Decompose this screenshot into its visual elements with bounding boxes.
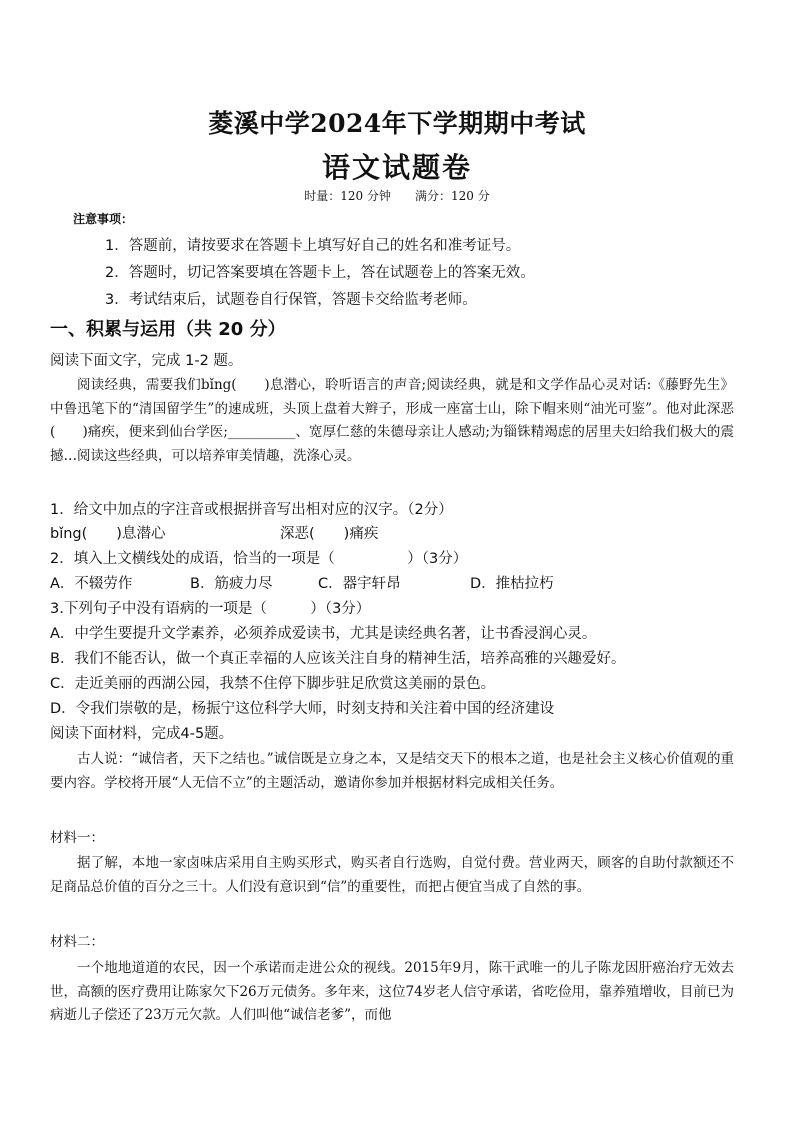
q1-part-a: bǐng( )息潜心 [50,526,166,542]
question-3: 3.下列句子中没有语病的一项是（ ）（3分） [50,601,371,617]
reading-passage [50,374,734,468]
q3-option-a: A．中学生要提升文学素养，必须养成爱读书，尤其是读经典名著，让书香浸润心灵。 [50,626,597,642]
q2-option-c: C．器宇轩昂 [318,576,401,592]
material-intro-text: 古人说：“诚信者，天下之结也。”诚信既是立身之本，又是结交天下的根本之道，也是社会主义核心价值观的重要内容。学校将开展“人无信不立”的主题活动，邀请你参加并根据材料完成相关任务。 [50,751,734,791]
material-2-text: 一个地地道道的农民，因一个承诺而走进公众的视线。2015年9月，陈干武唯一的儿子陈龙因肝癌治疗无效去世，高额的医疗费用让陈家欠下26万元债务。多年来，这位74岁老人信守承诺，省吃俭用，靠养殖增收，目前已为病逝儿子偿还了23万元欠款。人们叫他“诚信老爹”，而他 [50,960,734,1023]
exam-meta: 时量：120 分钟 满分：120 分 [304,189,490,203]
reading-intro-2: 阅读下面材料，完成4-5题。 [50,726,234,742]
reading-intro: 阅读下面文字，完成 1-2 题。 [50,353,243,369]
question-2: 2．填入上文横线处的成语，恰当的一项是（ ）（3分） [50,551,468,567]
school-title: 菱溪中学2024年下学期期中考试 [208,109,586,138]
q3-option-c: C．走近美丽的西湖公园，我禁不住停下脚步驻足欣赏这美丽的景色。 [50,676,496,692]
material-1 [50,852,734,899]
q2-option-a: A．不辍劳作 [50,576,133,592]
q3-option-b: B．我们不能否认，做一个真正幸福的人应该关注自身的精神生活，培养高雅的兴趣爱好。 [50,651,626,667]
material-1-text: 据了解，本地一家卤味店采用自主购买形式，购买者自行选购，自觉付费。营业两天，顾客的自助付款额还不足商品总价值的百分之三十。人们没有意识到“信”的重要性，而把占便宜当成了自然的事。 [50,855,734,895]
passage-text: 阅读经典，需要我们bǐng( )息潜心，聆听语言的声音;阅读经典，就是和文学作品心灵对话:《藤野先生》中鲁迅笔下的“清国留学生”的速成班，头顶上盘着大辫子，形成一座富士山，除下帽来则“油光可鉴”。他对此深恶( )痛疾，便来到仙台学医;__________、宽厚仁慈的朱德母亲让人感动;为锱铢精竭虑的居里夫妇给我们极大的震撼…阅读这些经典，可以培养审美情趣，洗涤心灵。 [50,377,734,464]
material-intro [50,748,734,795]
material-2-label: 材料二： [50,934,104,950]
notice-item: 3．考试结束后，试题卷自行保管，答题卡交给监考老师。 [105,292,477,308]
q2-option-d: D．推枯拉朽 [470,576,554,592]
q3-option-d: D．令我们崇敬的是，杨振宁这位科学大师，时刻支持和关注着中国的经济建设 [50,701,555,717]
material-2 [50,957,734,1028]
notice-heading: 注意事项： [73,212,134,226]
material-1-label: 材料一： [50,830,104,846]
notice-item: 2．答题时，切记答案要填在答题卡上，答在试题卷上的答案无效。 [105,265,535,281]
paper-title: 语文试题卷 [321,151,472,184]
q1-part-b: 深恶( )痛疾 [280,526,379,542]
question-1: 1．给文中加点的字注音或根据拼音写出相对应的汉字。（2分） [50,502,453,518]
q2-option-b: B．筋疲力尽 [190,576,273,592]
notice-item: 1．答题前，请按要求在答题卡上填写好自己的姓名和准考证号。 [105,238,521,254]
section-heading: 一、积累与运用（共 20 分） [50,319,286,340]
